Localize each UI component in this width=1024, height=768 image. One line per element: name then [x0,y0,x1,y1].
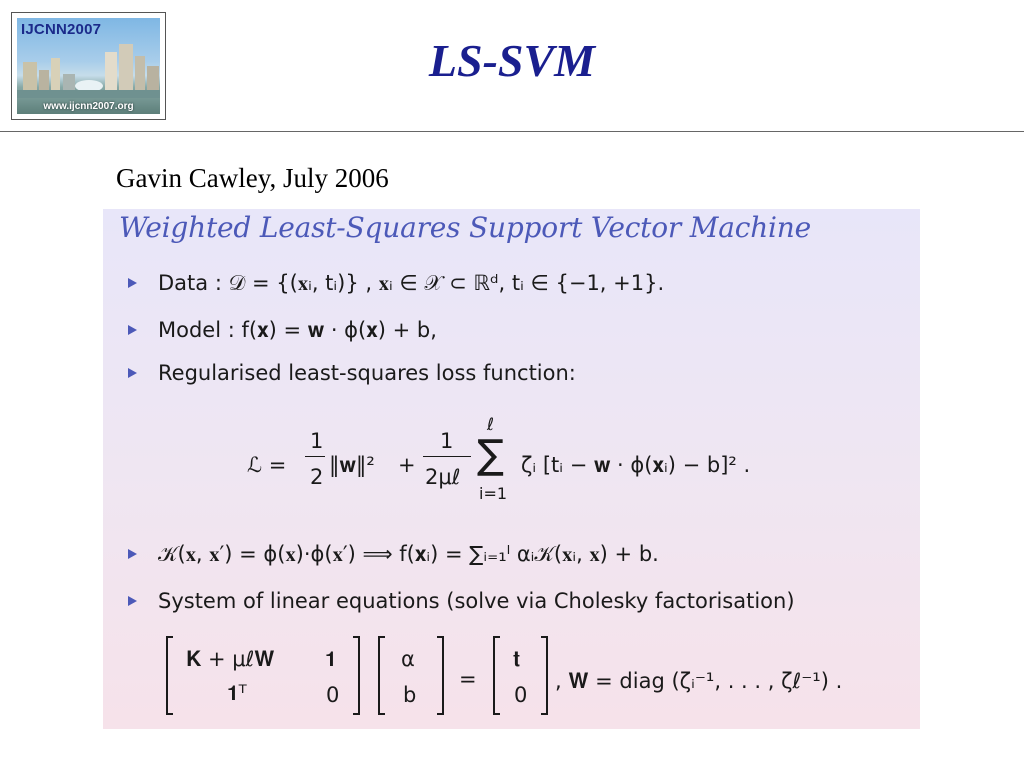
frame-title: Weighted Least-Squares Support Vector Machine [119,211,812,244]
fraction-denominator: 2μℓ [425,465,461,489]
page-title: LS-SVM [428,35,596,86]
matrix-entry-22: 0 [326,683,340,707]
plus-sign: + [398,453,416,477]
system-equals: = [459,667,477,691]
bullet-triangle-icon [128,325,137,335]
rhs-zero: 0 [514,683,528,707]
logo-title: IJCNN2007 [21,21,102,38]
bullet-triangle-icon [128,549,137,559]
byline: Gavin Cawley, July 2006 [116,163,389,193]
bullet-triangle-icon [128,278,137,288]
matrix-entry-21: 𝟏ᵀ [227,681,247,705]
bullet-math: 𝒦(𝐱, 𝐱′) = ϕ(𝐱)·ϕ(𝐱′) ⟹ f(𝐱ᵢ) = ∑ᵢ₌₁ˡ αᵢ𝒦(𝐱ᵢ, 𝐱) + b. [158,542,659,566]
rhs-t: 𝐭 [513,647,521,671]
header-divider [0,131,1024,132]
bullet-label: Regularised least-squares loss function: [158,361,576,385]
bullet-math: 𝒟 = {(𝐱ᵢ, tᵢ)} , 𝐱ᵢ ∈ 𝒳 ⊂ ℝᵈ, tᵢ ∈ {−1, +1}. [228,271,665,295]
bullet-label: Data : [158,271,229,295]
weight-norm: ‖𝐰‖² [329,453,375,477]
slide-image [103,209,920,729]
bullet-label: Model : [158,318,242,342]
bullet-triangle-icon [128,596,137,606]
weight-matrix-definition: , 𝐖 = diag (ζᵢ⁻¹, . . . , ζℓ⁻¹) . [555,669,843,693]
vector-alpha: α [401,647,415,671]
bullet-math: f(𝐱) = 𝐰 · ϕ(𝐱) + b, [241,318,437,342]
bullet-label: System of linear equations (solve via Cholesky factorisation) [158,589,795,613]
matrix-entry-11: 𝐊 + μℓ𝐖 [186,647,275,671]
half-fraction-bar [305,456,325,457]
fraction-numerator: 1 [440,429,454,453]
half-denominator: 2 [310,465,324,489]
matrix-entry-12: 𝟏 [325,647,337,671]
half-numerator: 1 [310,429,324,453]
fraction-bar [423,456,471,457]
logo-url: www.ijcnn2007.org [43,101,134,112]
bullet-triangle-icon [128,368,137,378]
sum-symbol: ∑ [477,432,504,478]
vector-b: b [403,683,417,707]
sum-upper-limit: ℓ [487,415,495,435]
sum-lower-limit: i=1 [479,484,508,503]
loss-lhs: ℒ = [247,453,287,477]
loss-summand: ζᵢ [tᵢ − 𝐰 · ϕ(𝐱ᵢ) − b]² . [521,453,751,477]
